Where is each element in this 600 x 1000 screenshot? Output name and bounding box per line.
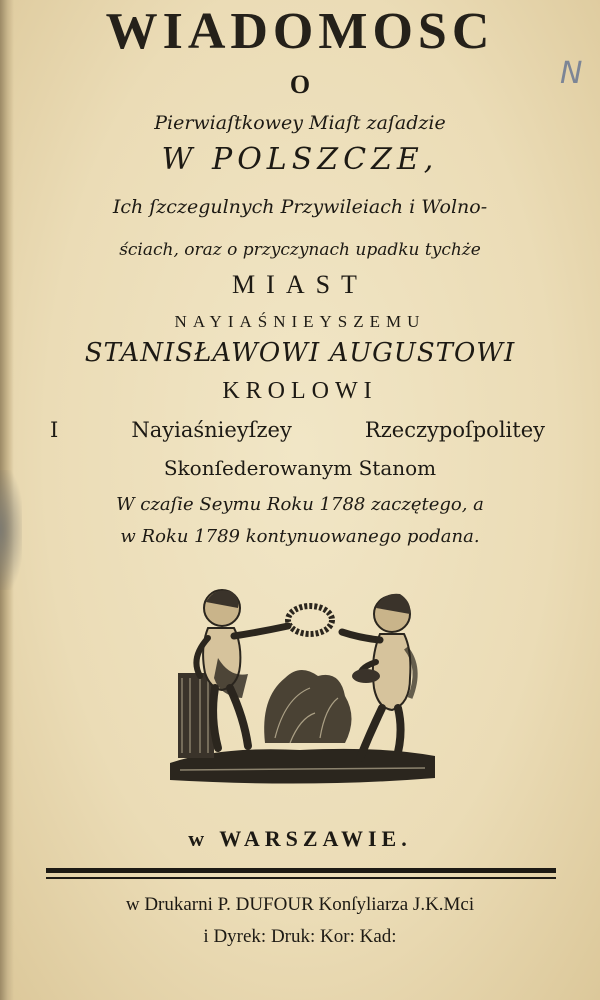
divider-rule-thick	[46, 868, 556, 873]
printer-line-1: w Drukarni P. DUFOUR Konſyliarza J.K.Mci	[125, 894, 475, 915]
dedication-line-3: KROLOWI	[222, 378, 378, 404]
margin-ink-mark: N	[560, 56, 583, 91]
subtitle-line-2: W POLSZCZE,	[161, 142, 439, 177]
dedication-line-4	[0, 418, 600, 442]
dedication-line-5: Skonſederowanym Stanom	[163, 456, 437, 480]
date-line-2: w Roku 1789 kontynuowanego podana.	[120, 526, 480, 547]
printer-line-2: i Dyrek: Druk: Kor: Kad:	[203, 926, 397, 947]
printing-city: w WARSZAWIE.	[188, 826, 412, 851]
book-title: WIADOMOSC	[105, 3, 495, 60]
title-connector: O	[289, 70, 311, 99]
dedication-word-2: Nayiaśnieyſzey	[131, 418, 292, 442]
date-line-1: W czaſie Seymu Roku 1788 zaczętego, a	[116, 494, 484, 515]
subtitle-line-5: MIAST	[232, 270, 368, 299]
divider-rule-thin	[46, 877, 556, 879]
dedication-word-3: Rzeczypoſpolitey	[364, 418, 545, 442]
subtitle-line-1: Pierwiaſtkowey Miaſt zaſadzie	[154, 112, 446, 134]
subtitle-line-3: Ich ſzczegulnych Przywileiach i Wolno-	[112, 196, 488, 218]
putti-with-wreath-engraving	[160, 578, 450, 793]
dedication-line-2: STANISŁAWOWI AUGUSTOWI	[84, 338, 516, 368]
dedication-word-1: I	[50, 418, 59, 442]
dedication-line-1: NAYIAŚNIEYSZEMU	[174, 312, 426, 331]
subtitle-line-4: ściach, oraz o przyczynach upadku tychże	[119, 240, 481, 260]
